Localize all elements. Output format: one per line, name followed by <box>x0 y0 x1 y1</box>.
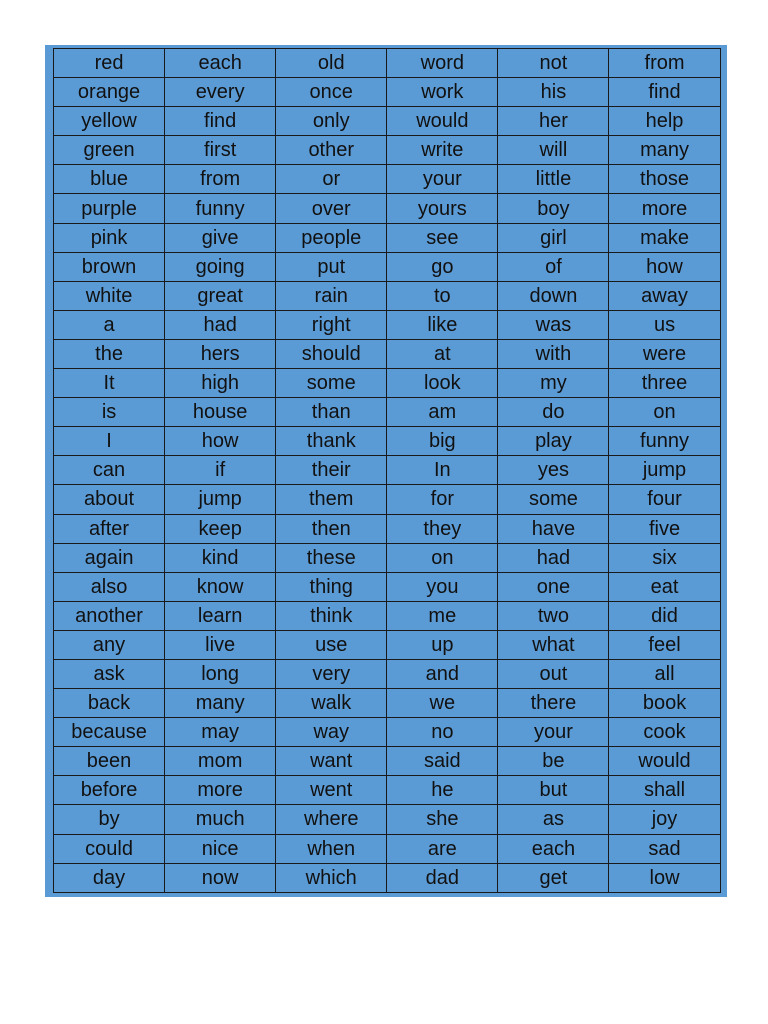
word-cell: going <box>165 252 276 281</box>
word-cell: on <box>387 543 498 572</box>
table-row <box>54 310 721 339</box>
word-cell: kind <box>165 543 276 572</box>
word-cell: the <box>54 339 165 368</box>
word-cell: work <box>387 78 498 107</box>
table-row <box>54 805 721 834</box>
word-cell: should <box>276 339 387 368</box>
word-cell: people <box>276 223 387 252</box>
word-cell: hers <box>165 339 276 368</box>
word-cell: by <box>54 805 165 834</box>
word-cell: you <box>387 572 498 601</box>
word-cell: my <box>498 369 609 398</box>
word-cell: he <box>387 776 498 805</box>
word-cell: there <box>498 689 609 718</box>
word-cell: other <box>276 136 387 165</box>
word-cell: we <box>387 689 498 718</box>
table-row <box>54 689 721 718</box>
word-cell: book <box>609 689 720 718</box>
word-cell: green <box>54 136 165 165</box>
word-cell: put <box>276 252 387 281</box>
word-cell: to <box>387 281 498 310</box>
word-cell: more <box>609 194 720 223</box>
word-cell: back <box>54 689 165 718</box>
word-cell: first <box>165 136 276 165</box>
word-cell: low <box>609 863 720 892</box>
word-cell: on <box>609 398 720 427</box>
word-cell: about <box>54 485 165 514</box>
word-cell: or <box>276 165 387 194</box>
table-row <box>54 339 721 368</box>
word-cell: find <box>609 78 720 107</box>
word-cell: keep <box>165 514 276 543</box>
word-cell: eat <box>609 572 720 601</box>
word-cell: three <box>609 369 720 398</box>
table-row <box>54 223 721 252</box>
word-cell: were <box>609 339 720 368</box>
word-cell: would <box>609 747 720 776</box>
word-cell: right <box>276 310 387 339</box>
word-cell: she <box>387 805 498 834</box>
word-cell: many <box>165 689 276 718</box>
word-cell: me <box>387 601 498 630</box>
word-cell: those <box>609 165 720 194</box>
table-row <box>54 252 721 281</box>
word-cell: learn <box>165 601 276 630</box>
word-cell: know <box>165 572 276 601</box>
word-cell: a <box>54 310 165 339</box>
word-cell: help <box>609 107 720 136</box>
table-row <box>54 136 721 165</box>
word-cell: with <box>498 339 609 368</box>
word-cell: was <box>498 310 609 339</box>
word-cell: get <box>498 863 609 892</box>
word-cell: her <box>498 107 609 136</box>
table-row <box>54 834 721 863</box>
word-cell: away <box>609 281 720 310</box>
word-cell: up <box>387 630 498 659</box>
word-cell: after <box>54 514 165 543</box>
word-cell: which <box>276 863 387 892</box>
word-cell: been <box>54 747 165 776</box>
word-cell: go <box>387 252 498 281</box>
word-cell: brown <box>54 252 165 281</box>
word-cell: four <box>609 485 720 514</box>
word-cell: joy <box>609 805 720 834</box>
word-cell: over <box>276 194 387 223</box>
word-cell: am <box>387 398 498 427</box>
word-cell: one <box>498 572 609 601</box>
word-cell: much <box>165 805 276 834</box>
word-cell: day <box>54 863 165 892</box>
word-cell: I <box>54 427 165 456</box>
word-cell: when <box>276 834 387 863</box>
word-cell: thing <box>276 572 387 601</box>
table-row <box>54 514 721 543</box>
word-cell: see <box>387 223 498 252</box>
word-cell: will <box>498 136 609 165</box>
word-cell: sad <box>609 834 720 863</box>
word-cell: live <box>165 630 276 659</box>
word-cell: long <box>165 659 276 688</box>
word-cell: walk <box>276 689 387 718</box>
table-row <box>54 543 721 572</box>
word-cell: what <box>498 630 609 659</box>
table-row <box>54 49 721 78</box>
word-cell: funny <box>609 427 720 456</box>
word-cell: like <box>387 310 498 339</box>
word-cell: yellow <box>54 107 165 136</box>
word-cell: nice <box>165 834 276 863</box>
word-cell: at <box>387 339 498 368</box>
word-cell: as <box>498 805 609 834</box>
word-cell: their <box>276 456 387 485</box>
word-cell: how <box>165 427 276 456</box>
word-table-body <box>54 49 721 893</box>
word-cell: play <box>498 427 609 456</box>
word-cell: orange <box>54 78 165 107</box>
word-cell: each <box>165 49 276 78</box>
word-cell: shall <box>609 776 720 805</box>
word-cell: yes <box>498 456 609 485</box>
table-row <box>54 863 721 892</box>
word-cell: be <box>498 747 609 776</box>
word-cell: house <box>165 398 276 427</box>
word-cell: way <box>276 718 387 747</box>
table-row <box>54 630 721 659</box>
word-cell: is <box>54 398 165 427</box>
word-cell: each <box>498 834 609 863</box>
word-cell: five <box>609 514 720 543</box>
word-cell: write <box>387 136 498 165</box>
table-row <box>54 485 721 514</box>
word-cell: high <box>165 369 276 398</box>
word-cell: six <box>609 543 720 572</box>
word-cell: pink <box>54 223 165 252</box>
word-cell: out <box>498 659 609 688</box>
word-cell: give <box>165 223 276 252</box>
word-cell: not <box>498 49 609 78</box>
word-cell: his <box>498 78 609 107</box>
word-cell: again <box>54 543 165 572</box>
table-row <box>54 281 721 310</box>
word-cell: would <box>387 107 498 136</box>
word-cell: said <box>387 747 498 776</box>
word-cell: they <box>387 514 498 543</box>
word-cell: have <box>498 514 609 543</box>
word-cell: jump <box>609 456 720 485</box>
table-row <box>54 601 721 630</box>
word-cell: two <box>498 601 609 630</box>
word-cell: of <box>498 252 609 281</box>
word-cell: your <box>387 165 498 194</box>
word-cell: did <box>609 601 720 630</box>
word-cell: rain <box>276 281 387 310</box>
word-cell: than <box>276 398 387 427</box>
word-cell: thank <box>276 427 387 456</box>
word-cell: could <box>54 834 165 863</box>
word-cell: mom <box>165 747 276 776</box>
word-cell: your <box>498 718 609 747</box>
table-row <box>54 427 721 456</box>
word-cell: look <box>387 369 498 398</box>
word-cell: little <box>498 165 609 194</box>
word-cell: feel <box>609 630 720 659</box>
word-cell: every <box>165 78 276 107</box>
table-row <box>54 747 721 776</box>
table-row <box>54 456 721 485</box>
word-cell: but <box>498 776 609 805</box>
table-row <box>54 718 721 747</box>
word-cell: great <box>165 281 276 310</box>
word-cell: because <box>54 718 165 747</box>
table-row <box>54 78 721 107</box>
table-row <box>54 398 721 427</box>
word-cell: use <box>276 630 387 659</box>
word-cell: find <box>165 107 276 136</box>
word-cell: from <box>609 49 720 78</box>
word-cell: once <box>276 78 387 107</box>
word-cell: then <box>276 514 387 543</box>
word-cell: for <box>387 485 498 514</box>
word-cell: went <box>276 776 387 805</box>
word-cell: some <box>276 369 387 398</box>
word-cell: all <box>609 659 720 688</box>
table-row <box>54 572 721 601</box>
sight-word-table <box>53 48 721 893</box>
word-cell: and <box>387 659 498 688</box>
word-cell: ask <box>54 659 165 688</box>
word-cell: old <box>276 49 387 78</box>
table-row <box>54 369 721 398</box>
word-cell: another <box>54 601 165 630</box>
word-cell: white <box>54 281 165 310</box>
word-cell: yours <box>387 194 498 223</box>
table-row <box>54 776 721 805</box>
word-cell: more <box>165 776 276 805</box>
table-row <box>54 194 721 223</box>
word-cell: word <box>387 49 498 78</box>
word-cell: had <box>165 310 276 339</box>
word-cell: many <box>609 136 720 165</box>
word-cell: It <box>54 369 165 398</box>
word-cell: before <box>54 776 165 805</box>
word-cell: can <box>54 456 165 485</box>
word-cell: where <box>276 805 387 834</box>
word-cell: also <box>54 572 165 601</box>
word-cell: do <box>498 398 609 427</box>
word-cell: big <box>387 427 498 456</box>
word-cell: cook <box>609 718 720 747</box>
word-cell: blue <box>54 165 165 194</box>
word-cell: may <box>165 718 276 747</box>
word-cell: down <box>498 281 609 310</box>
table-row <box>54 107 721 136</box>
sight-word-sheet <box>45 45 727 897</box>
word-cell: had <box>498 543 609 572</box>
word-cell: very <box>276 659 387 688</box>
word-cell: girl <box>498 223 609 252</box>
word-cell: think <box>276 601 387 630</box>
word-cell: are <box>387 834 498 863</box>
word-cell: red <box>54 49 165 78</box>
word-cell: jump <box>165 485 276 514</box>
word-cell: from <box>165 165 276 194</box>
word-cell: only <box>276 107 387 136</box>
word-cell: them <box>276 485 387 514</box>
word-cell: any <box>54 630 165 659</box>
word-cell: how <box>609 252 720 281</box>
word-cell: us <box>609 310 720 339</box>
word-cell: funny <box>165 194 276 223</box>
word-cell: purple <box>54 194 165 223</box>
word-cell: if <box>165 456 276 485</box>
word-cell: In <box>387 456 498 485</box>
table-row <box>54 659 721 688</box>
word-cell: now <box>165 863 276 892</box>
word-cell: dad <box>387 863 498 892</box>
word-cell: these <box>276 543 387 572</box>
word-cell: boy <box>498 194 609 223</box>
word-cell: want <box>276 747 387 776</box>
word-cell: make <box>609 223 720 252</box>
word-cell: no <box>387 718 498 747</box>
table-row <box>54 165 721 194</box>
word-cell: some <box>498 485 609 514</box>
